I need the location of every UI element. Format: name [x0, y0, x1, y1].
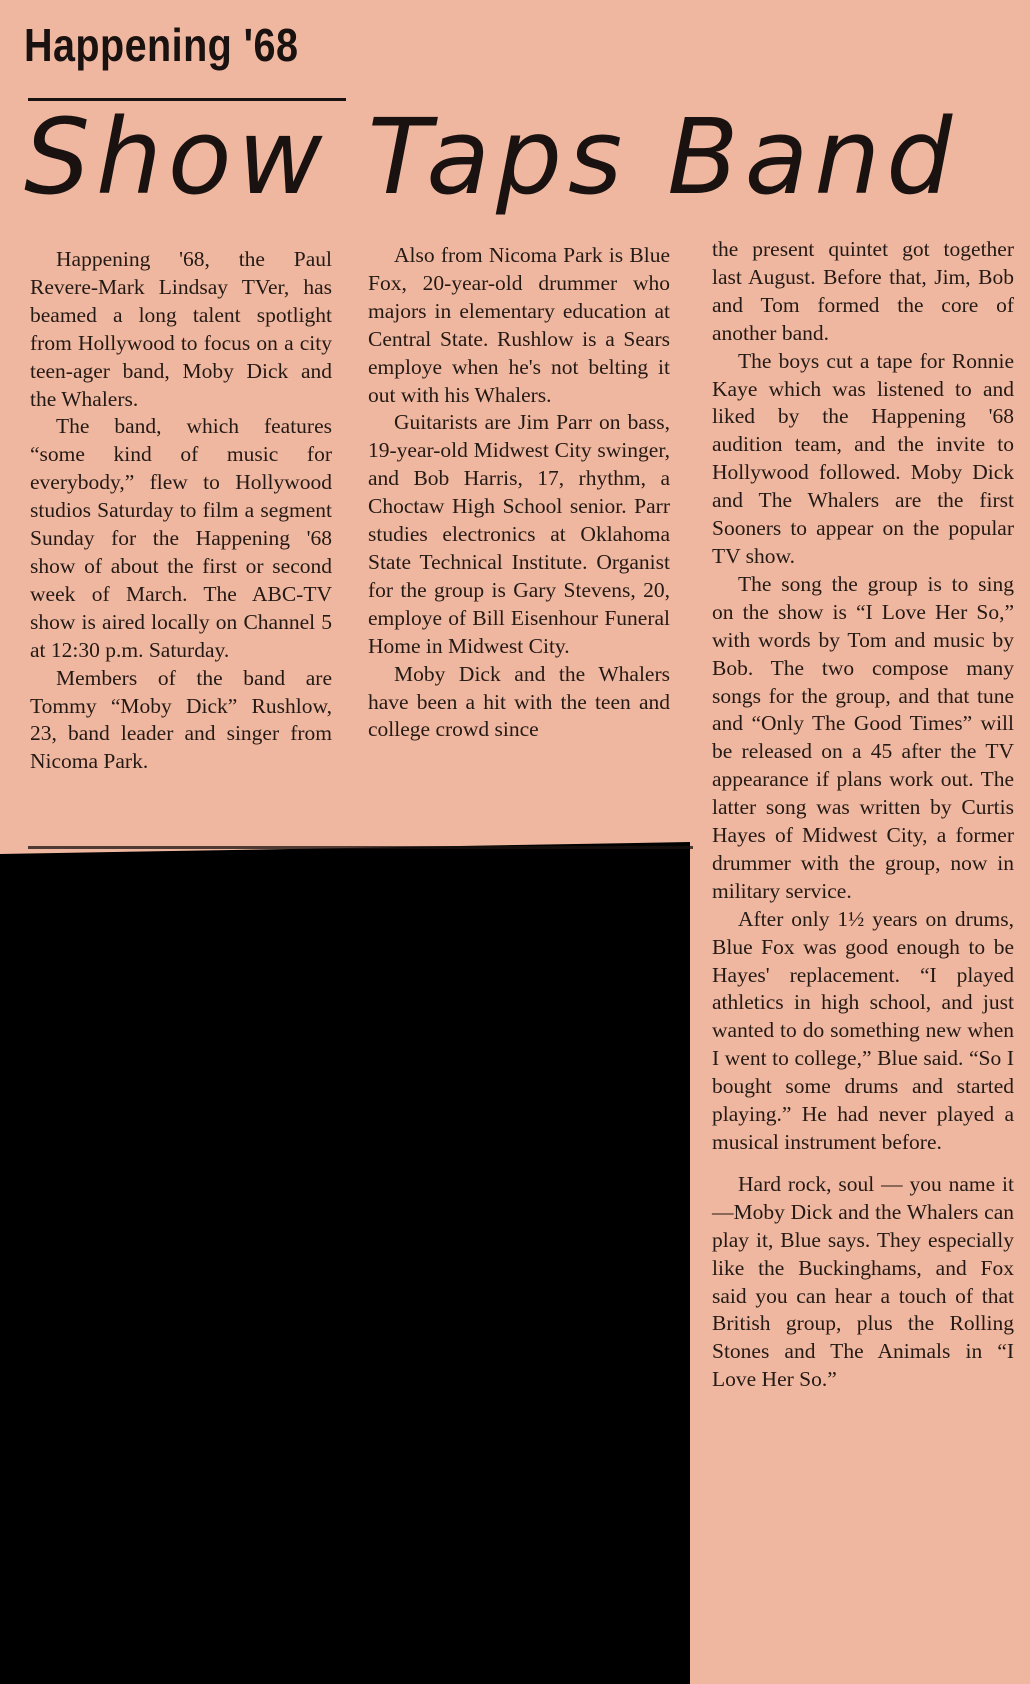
column-2	[368, 242, 670, 744]
paragraph: Hard rock, soul — you name it—Moby Dick and the Whalers can play it, Blue says. They especially like the Buckinghams, and Fox said you can hear a touch of that British group, plus the Rolling Stones and The Animals in “I Love Her So.”	[712, 1171, 1014, 1392]
paragraph: Members of the band are Tommy “Moby Dick” Rushlow, 23, band leader and singer from Nicoma Park.	[30, 665, 332, 774]
paragraph: After only 1½ years on drums, Blue Fox was good enough to be Hayes' replacement. “I played athletics in high school, and just wanted to do something new when I went to college,” Blue said. “So I bought some drums and started playing.” He had never played a musical instrument before.	[712, 906, 1014, 1154]
paragraph: The boys cut a tape for Ronnie Kaye which was listened to and liked by the Happening '68 audition team, and the invite to Hollywood followed. Moby Dick and The Whalers are the first Sooners to appear on the popular TV show.	[712, 348, 1014, 568]
paragraph: Guitarists are Jim Parr on bass, 19-year-old Midwest City swinger, and Bob Harris, 17, rhythm, a Choctaw High School senior. Parr studies electronics at Oklahoma State Technical Institute. Organist for the group is Gary Stevens, 20, employe of Bill Eisenhour Funeral Home in Midwest City.	[368, 410, 670, 658]
paragraph: The band, which features “some kind of music for everybody,” flew to Hollywood studios Saturday to film a segment Sunday for the Happening '68 show of about the first or second week of March. The ABC-TV show is aired locally on Channel 5 at 12:30 p.m. Saturday.	[30, 414, 332, 662]
paragraph: Happening '68, the Paul Revere-Mark Lindsay TVer, has beamed a long talent spotlight from Hollywood to focus on a city teen-ager band, Moby Dick and the Whalers.	[30, 247, 332, 411]
torn-edge-line	[28, 846, 693, 849]
column-1	[30, 246, 332, 776]
headline: Show Taps Band	[24, 96, 959, 218]
paragraph: the present quintet got together last August. Before that, Jim, Bob and Tom formed the core of another band.	[712, 237, 1014, 345]
kicker-title: Happening '68	[24, 19, 299, 71]
paragraph: The song the group is to sing on the show is “I Love Her So,” with words by Tom and music by Bob. The two compose many songs for the group, and that tune and “Only The Good Times” will be released on a 45 after the TV appearance if plans work out. The latter song was written by Curtis Hayes of Midwest City, a former drummer with the group, now in military service.	[712, 571, 1014, 903]
column-3	[712, 236, 1014, 1394]
paragraph: Moby Dick and the Whalers have been a hit with the teen and college crowd since	[368, 661, 670, 742]
paragraph: Also from Nicoma Park is Blue Fox, 20-year-old drummer who majors in elementary education at Central State. Rushlow is a Sears employe when he's not belting it out with his Whalers.	[368, 243, 670, 407]
